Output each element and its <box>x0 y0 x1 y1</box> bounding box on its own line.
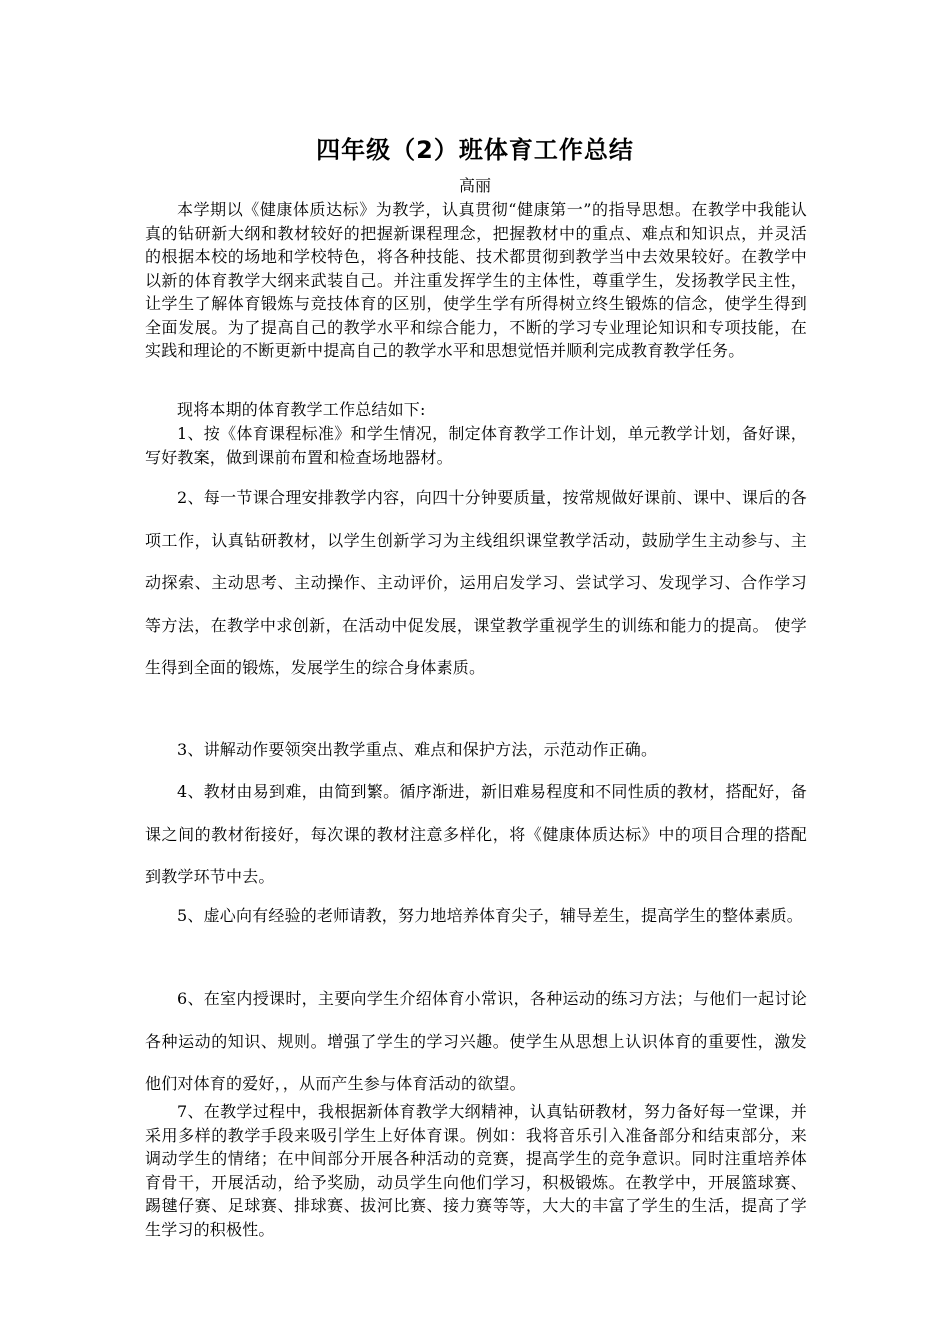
item-1: 1、按《体育课程标准》和学生情况，制定体育教学工作计划，单元教学计划，备好课，写好教案，做到课前布置和检查场地器材。 <box>145 424 807 467</box>
summary-lead: 现将本期的体育教学工作总结如下: <box>177 400 426 419</box>
item-3: 3、讲解动作要领突出教学重点、难点和保护方法，示范动作正确。 <box>177 740 658 759</box>
intro-paragraph: 本学期以《健康体质达标》为教学，认真贯彻“健康第一”的指导思想。在教学中我能认真的钻研新大纲和教材较好的把握新课程理念，把握教材中的重点、难点和知识点，并灵活的根据本校的场地和学校特色，将各种技能、技术都贯彻到教学当中去效果较好。在教学中以新的体育教学大纲来武装自己。并注重发挥学生的主体性，尊重学生，发扬教学民主性，让学生了解体育锻炼与竞技体育的区别，使学生学有所得树立终生锻炼的信念，使学生得到全面发展。为了提高自己的教学水平和综合能力，不断的学习专业理论知识和专项技能，在实践和理论的不断更新中提高自己的教学水平和思想觉悟并顺利完成教育教学任务。 <box>145 200 807 360</box>
item-4: 4、教材由易到难，由简到繁。循序渐进，新旧难易程度和不同性质的教材，搭配好，备课之间的教材衔接好，每次课的教材注意多样化，将《健康体质达标》中的项目合理的搭配到教学环节中去。 <box>145 782 807 886</box>
item-7: 7、在教学过程中，我根据新体育教学大纲精神，认真钻研教材，努力备好每一堂课，并采用多样的教学手段来吸引学生上好体育课。例如：我将音乐引入准备部分和结束部分，来调动学生的情绪；在中间部分开展各种活动的竞赛，提高学生的竞争意识。同时注重培养体育骨干，开展活动，给予奖励，动员学生向他们学习，积极锻炼。在教学中，开展篮球赛、踢毽仔赛、足球赛、排球赛、拔河比赛、接力赛等等，大大的丰富了学生的生活，提高了学生学习的积极性。 <box>145 1102 807 1239</box>
item-5: 5、虚心向有经验的老师请教，努力地培养体育尖子，辅导差生，提高学生的整体素质。 <box>177 906 803 925</box>
author-name: 高丽 <box>458 176 491 195</box>
item-6: 6、在室内授课时，主要向学生介绍体育小常识，各种运动的练习方法；与他们一起讨论各种运动的知识、规则。增强了学生的学习兴趣。使学生从思想上认识体育的重要性，激发他们对体育的爱好，，从而产生参与体育活动的欲望。 <box>145 989 807 1093</box>
document-title: 四年级（2）班体育工作总结 <box>316 136 634 164</box>
item-2: 2、每一节课合理安排教学内容，向四十分钟要质量，按常规做好课前、课中、课后的各项工作，认真钻研教材，以学生创新学习为主线组织课堂教学活动，鼓励学生主动参与、主动探索、主动思考、主动操作、主动评价，运用启发学习、尝试学习、发现学习、合作学习等方法，在教学中求创新，在活动中促发展，课堂教学重视学生的训练和能力的提高。 使学生得到全面的锻炼，发展学生的综合身体素质。 <box>145 488 807 677</box>
